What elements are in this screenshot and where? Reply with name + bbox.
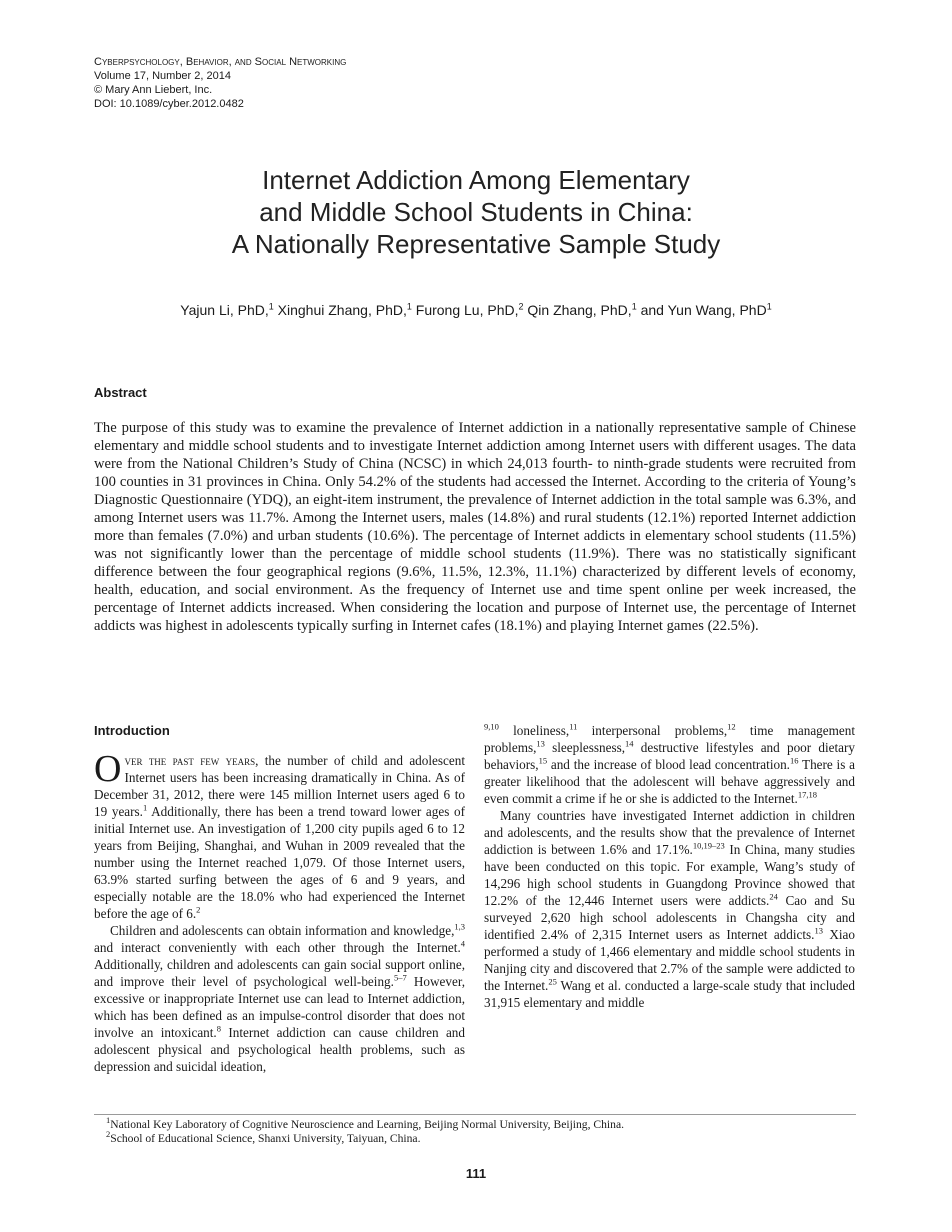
- paragraph-text: the number of child and adolescent Internet users has been increasing dramatically in China. As of December 31, 2012, there were 145 million Internet users aged 6 to 19 years.: [94, 753, 465, 819]
- paragraph-text: destructive lifestyles and poor dietary behaviors,: [484, 740, 855, 772]
- footnotes: [106, 1115, 624, 1146]
- title-line-1: Internet Addiction Among Elementary: [262, 165, 690, 195]
- author-affiliation-mark: 1: [406, 301, 412, 312]
- paragraph-text: interpersonal problems,: [577, 723, 728, 738]
- citation-ref: 1: [142, 802, 148, 813]
- introduction-heading: Introduction: [94, 723, 170, 738]
- paper-title: [0, 164, 952, 260]
- author-name: Xinghui Zhang, PhD,: [277, 302, 407, 318]
- left-column: [94, 722, 465, 1075]
- intro-paragraph-3: [484, 807, 855, 1011]
- paragraph-text: and the increase of blood lead concentration.: [547, 757, 790, 772]
- footnote-1: [106, 1115, 624, 1132]
- paragraph-text: There is a greater likelihood that the adolescent will behave aggressively and even commit a crime if he or she is addicted to the Internet.: [484, 757, 855, 806]
- footnote-divider: [94, 1114, 856, 1115]
- citation-ref: 13: [814, 925, 823, 936]
- citation-ref: 8: [216, 1023, 221, 1034]
- paragraph-text: Internet addiction can cause children and adolescent physical and psychological health problems, such as depression and suicidal ideation,: [94, 1025, 465, 1074]
- author-name: and Yun Wang, PhD: [640, 302, 767, 318]
- drop-cap: O: [94, 748, 122, 790]
- journal-volume: Volume 17, Number 2, 2014: [94, 70, 231, 82]
- abstract-heading: Abstract: [94, 385, 147, 400]
- citation-ref: 14: [625, 738, 634, 749]
- footnote-mark: 1: [106, 1115, 111, 1126]
- citation-ref: 9,10: [484, 721, 499, 732]
- intro-paragraph-2-cont: [484, 722, 855, 807]
- author-name: Furong Lu, PhD,: [415, 302, 519, 318]
- intro-paragraph-1: [94, 748, 465, 922]
- title-line-3: A Nationally Representative Sample Study: [231, 229, 721, 259]
- title-line-2: and Middle School Students in China:: [259, 197, 693, 227]
- journal-doi: DOI: 10.1089/cyber.2012.0482: [94, 98, 244, 110]
- paragraph-text: Additionally, there has been a trend toward lower ages of initial Internet use. An investigation of 1,200 city pupils aged 6 to 12 years from Beijing, Shanghai, and Wuhan in 2009 revealed that the number using the Internet reached 1,079. Of those Internet users, 63.9% started surfing between the ages of 6 and 9 years, and especially notable are the 18.0% who had experienced the Internet before the age of 6.: [94, 804, 465, 921]
- abstract-text: The purpose of this study was to examine the prevalence of Internet addiction in a nationally representative sample of Chinese elementary and middle school students and to investigate Internet addiction among Internet users with different usages. The data were from the National Children’s Study of China (NCSC) in which 24,013 fourth- to ninth-grade students were recruited from 100 counties in 31 provinces in China. Only 54.2% of the students had accessed the Internet. According to the criteria of Young’s Diagnostic Questionnaire (YDQ), an eight-item instrument, the prevalence of Internet addiction in the total sample was 6.3%, and among Internet users was 11.7%. Among the Internet users, males (14.8%) and rural students (12.1%) reported Internet addiction more than females (7.0%) and urban students (10.6%). The percentage of Internet addicts in elementary school students (11.5%) was not significantly lower than the percentage of middle school students (11.9%). There was no statistically significant difference between the four geographical regions (9.6%, 11.5%, 12.3%, 11.1%) characterized by different levels of economy, health, education, and social environment. As the frequency of Internet use and time spent online per week increased, the percentage of Internet addicts increased. When considering the location and purpose of Internet use, the percentage of Internet addicts was highest in adolescents typically surfing in Internet cafes (18.1%) and playing Internet games (22.5%).: [94, 420, 856, 634]
- author-name: Qin Zhang, PhD,: [527, 302, 632, 318]
- paragraph-text: Cao and Su surveyed 2,620 high school adolescents in Changsha city and identified 2.4% of 2,315 Internet users as Internet addicts.: [484, 893, 855, 942]
- paragraph-text: Xiao performed a study of 1,466 elementary and middle school students in Nanjing city and discovered that 2.7% of the sample were addicted to the Internet.: [484, 927, 855, 993]
- journal-copyright: © Mary Ann Liebert, Inc.: [94, 84, 213, 96]
- intro-paragraph-2-start: [94, 922, 465, 1075]
- author-name: Yajun Li, PhD,: [180, 302, 269, 318]
- paragraph-text: loneliness,: [498, 723, 570, 738]
- citation-ref: 24: [769, 891, 778, 902]
- paragraph-text: Additionally, children and adolescents can gain social support online, and improve their level of psychological well-being.: [94, 957, 465, 989]
- citation-ref: 4: [460, 938, 465, 949]
- opening-small-caps: ver the past few years,: [124, 753, 259, 768]
- journal-name: Cyberpsychology, Behavior, and Social Networking: [94, 56, 347, 68]
- citation-ref: 16: [789, 755, 799, 766]
- paragraph-text: Many countries have investigated Internet addiction in children and adolescents, and the results show that the prevalence of Internet addiction is between 1.6% and 17.1%.: [484, 808, 855, 857]
- citation-ref: 11: [569, 721, 578, 732]
- author-affiliation-mark: 2: [518, 301, 524, 312]
- footnote-2: [106, 1129, 624, 1146]
- citation-ref: 2: [196, 904, 201, 915]
- citation-ref: 17,18: [797, 789, 817, 800]
- footnote-text: National Key Laboratory of Cognitive Neuroscience and Learning, Beijing Normal University, Beijing, China.: [110, 1118, 624, 1131]
- citation-ref: 25: [548, 976, 557, 987]
- citation-ref: 12: [727, 721, 736, 732]
- citation-ref: 1,3: [454, 921, 465, 932]
- footnote-mark: 2: [106, 1129, 111, 1140]
- paragraph-text: Children and adolescents can obtain information and knowledge,: [110, 923, 455, 938]
- author-affiliation-mark: 1: [631, 301, 637, 312]
- footnote-text: School of Educational Science, Shanxi University, Taiyuan, China.: [110, 1132, 421, 1145]
- paragraph-text: sleeplessness,: [544, 740, 626, 755]
- journal-header: [94, 55, 346, 111]
- page-number: 111: [465, 1166, 487, 1181]
- right-column: [484, 722, 855, 1011]
- paragraph-text: In China, many studies have been conducted on this topic. For example, Wang’s study of 14,296 high school students in Guangdong Province showed that 12.2% of the 12,446 Internet users were addicts.: [484, 842, 855, 908]
- citation-ref: 15: [538, 755, 548, 766]
- paragraph-text: Wang et al. conducted a large-scale study that included 31,915 elementary and middle: [484, 978, 855, 1010]
- paragraph-text: and interact conveniently with each other through the Internet.: [94, 940, 461, 955]
- paragraph-text: However, excessive or inappropriate Internet use can lead to Internet addiction, which has been defined as an impulse-control disorder that does not involve an intoxicant.: [94, 974, 465, 1040]
- author-affiliation-mark: 1: [268, 301, 274, 312]
- citation-ref: 13: [536, 738, 545, 749]
- author-affiliation-mark: 1: [766, 301, 772, 312]
- citation-ref: 5–7: [393, 972, 407, 983]
- citation-ref: 10,19–23: [692, 840, 725, 851]
- paragraph-text: time management problems,: [484, 723, 855, 755]
- author-list: [0, 300, 952, 320]
